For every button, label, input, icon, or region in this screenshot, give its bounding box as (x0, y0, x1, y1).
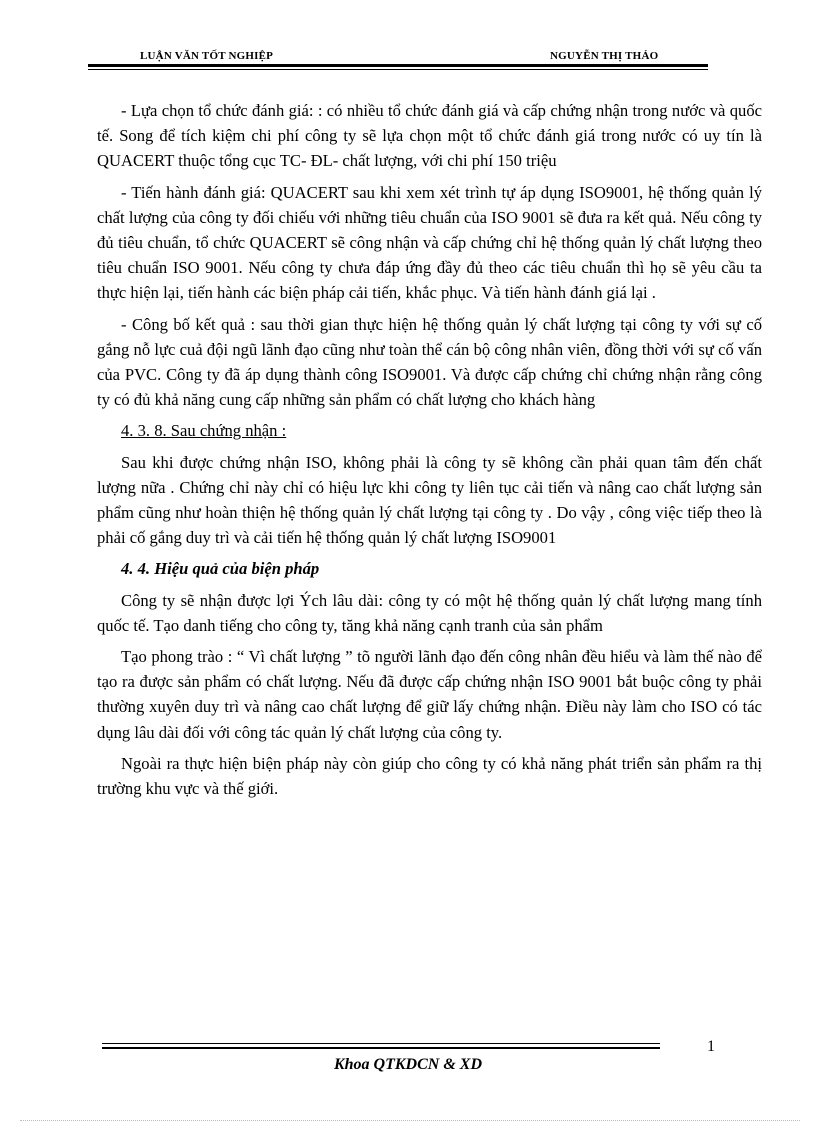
paragraph-select-organization: - Lựa chọn tổ chức đánh giá: : có nhiều tổ chức đánh giá và cấp chứng nhận trong nước và quốc tế. Song để tích kiệm chi phí công ty sẽ lựa chọn một tổ chức đánh giá trong nước có uy tín là QUACERT thuộc tổng cục TC- ĐL- chất lượng, với chi phí 150 triệu (97, 101, 762, 171)
section-heading-effectiveness: 4. 4. Hiệu quả của biện pháp (121, 559, 320, 579)
document-body (97, 98, 762, 801)
header-rule (88, 64, 708, 70)
paragraph-market-expansion: Ngoài ra thực hiện biện pháp này còn giúp cho công ty có khả năng phát triển sản phẩm ra thị trường khu vực và thế giới. (97, 753, 762, 799)
page-number: 1 (707, 1038, 715, 1055)
header-thesis-title: LUẬN VĂN TỐT NGHIỆP (140, 50, 274, 62)
paragraph-conduct-assessment: - Tiến hành đánh giá: QUACERT sau khi xem xét trình tự áp dụng ISO9001, hệ thống quản lý chất lượng của công ty đối chiếu với những tiêu chuẩn của ISO 9001 sẽ đưa ra kết quả. Nếu công ty đủ tiêu chuẩn, tổ chức QUACERT sẽ công nhận và cấp chứng chỉ hệ thống quản lý chất lượng theo tiêu chuẩn ISO 9001. Nếu công ty chưa đáp ứng đầy đủ theo các tiêu chuẩn thì họ sẽ yêu cầu ta thực hiện lại, tiến hành các biện pháp cải tiến, khắc phục. Và tiến hành đánh giá lại . (97, 182, 762, 303)
header-author-name: NGUYỄN THỊ THẢO (550, 50, 659, 62)
paragraph-long-term-benefit: Công ty sẽ nhận được lợi Ých lâu dài: công ty có một hệ thống quản lý chất lượng mang tính quốc tế. Tạo danh tiếng cho công ty, tăng khả năng cạnh tranh của sản phẩm (97, 590, 762, 635)
paragraph-announce-results: - Công bố kết quả : sau thời gian thực hiện hệ thống quản lý chất lượng tại công ty với sự cố gắng nỗ lực cuả đội ngũ lãnh đạo cũng như toàn thể cán bộ công nhân viên, đồng thời với sự cố vấn của PVC. Công ty đã áp dụng thành công ISO9001. Và được cấp chứng chỉ chứng nhận rằng công ty có đủ khả năng cung cấp những sản phẩm có chất lượng cho khách hàng (97, 314, 762, 410)
paragraph-quality-movement: Tạo phong trào : “ Vì chất lượng ” tõ người lãnh đạo đến công nhân đều hiểu và làm thế nào để tạo ra được sản phẩm có chất lượng. Nếu đã được cấp chứng nhận ISO 9001 bắt buộc công ty phải thường xuyên duy trì và nâng cao chất lượng để giữ lấy chứng nhận. Điều này làm cho ISO có tác dụng lâu dài đối với công tác quản lý chất lượng của công ty. (97, 647, 762, 742)
footer-faculty: Khoa QTKDCN & XD (333, 1056, 483, 1073)
subheading-text: 4. 3. 8. Sau chứng nhận : (121, 421, 287, 441)
page-bottom-divider (20, 1120, 800, 1121)
subheading-after-certification (97, 418, 762, 443)
paragraph-after-certification: Sau khi được chứng nhận ISO, không phải là công ty sẽ không cần phải quan tâm đến chất lượng nữa . Chứng chỉ này chỉ có hiệu lực khi công ty liên tục cải tiến và nâng cao chất lượng sản phẩm cũng như hoàn thiện hệ thống quản lý chất lượng tại công ty . Do vậy , công việc tiếp theo là phải cố gắng duy trì và cải tiến hệ thống quản lý chất lượng ISO9001 (97, 452, 762, 548)
footer-rule (102, 1043, 660, 1049)
